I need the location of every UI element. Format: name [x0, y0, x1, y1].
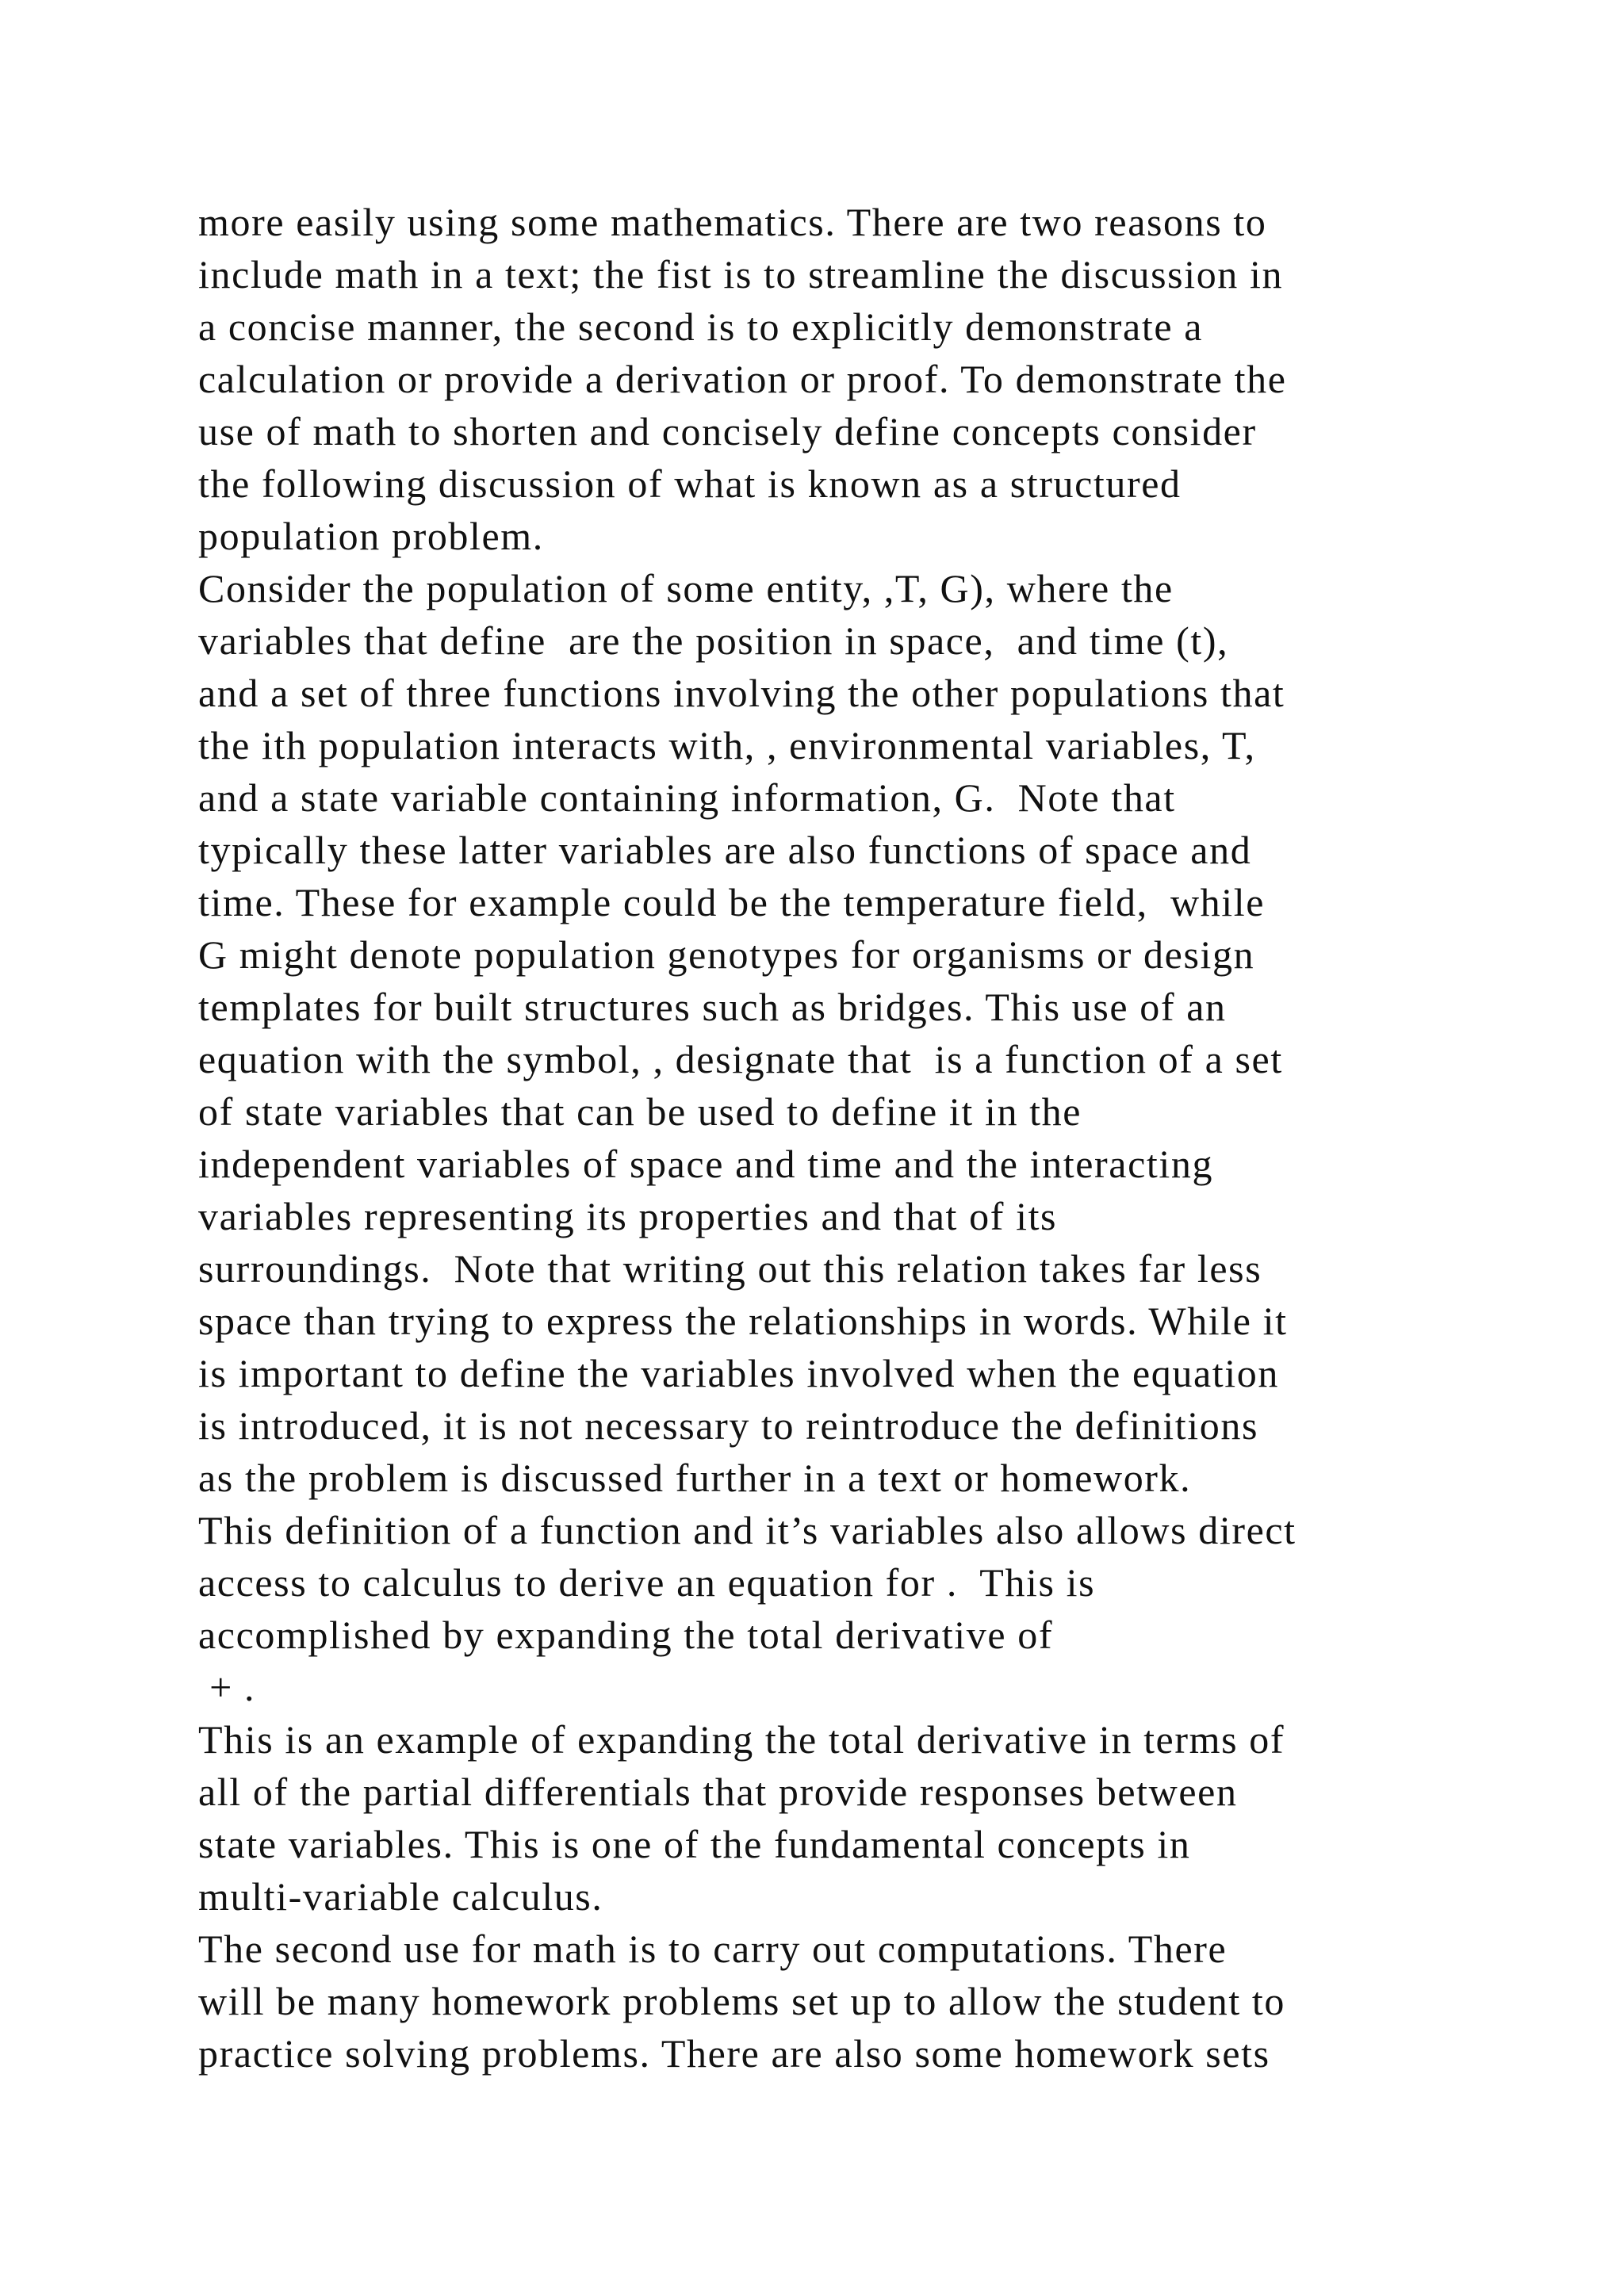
text-line: all of the partial differentials that provide responses between: [198, 1770, 1238, 1814]
text-line: the ith population interacts with, , environmental variables, T,: [198, 723, 1256, 767]
text-line: space than trying to express the relationships in words. While it: [198, 1299, 1288, 1343]
text-line: will be many homework problems set up to allow the student to: [198, 1979, 1286, 2023]
text-line: and a state variable containing information, G. Note that: [198, 775, 1176, 820]
text-line: calculation or provide a derivation or proof. To demonstrate the: [198, 357, 1287, 401]
text-line: access to calculus to derive an equation for . This is: [198, 1560, 1096, 1605]
text-line: templates for built structures such as bridges. This use of an: [198, 985, 1227, 1029]
text-line: multi-variable calculus.: [198, 1874, 603, 1919]
text-line: state variables. This is one of the fundamental concepts in: [198, 1822, 1191, 1866]
text-line: This definition of a function and it’s variables also allows direct: [198, 1508, 1297, 1552]
text-line: practice solving problems. There are also some homework sets: [198, 2031, 1270, 2076]
text-line: and a set of three functions involving the other populations that: [198, 671, 1285, 715]
text-line: independent variables of space and time and the interacting: [198, 1142, 1214, 1186]
equation-line: + .: [198, 1665, 256, 1709]
text-line: use of math to shorten and concisely define concepts consider: [198, 409, 1257, 453]
text-line: surroundings. Note that writing out this relation takes far less: [198, 1246, 1262, 1291]
text-line: time. These for example could be the temperature field, while: [198, 880, 1266, 924]
text-line: as the problem is discussed further in a text or homework.: [198, 1456, 1192, 1500]
text-line: is important to define the variables involved when the equation: [198, 1351, 1279, 1395]
text-line: variables representing its properties and that of its: [198, 1194, 1058, 1238]
text-line: is introduced, it is not necessary to reintroduce the definitions: [198, 1403, 1259, 1448]
text-line: more easily using some mathematics. There are two reasons to: [198, 200, 1267, 244]
text-line: variables that define are the position in space, and time (t),: [198, 618, 1229, 663]
text-line: include math in a text; the fist is to streamline the discussion in: [198, 252, 1284, 297]
text-line: a concise manner, the second is to explicitly demonstrate a: [198, 304, 1204, 349]
text-line: typically these latter variables are also functions of space and: [198, 828, 1252, 872]
text-line: Consider the population of some entity, ,T, G), where the: [198, 566, 1174, 610]
text-line: G might denote population genotypes for organisms or design: [198, 932, 1255, 977]
text-line: This is an example of expanding the total derivative in terms of: [198, 1717, 1285, 1762]
text-line: equation with the symbol, , designate that is a function of a set: [198, 1037, 1283, 1081]
text-line: of state variables that can be used to define it in the: [198, 1089, 1082, 1134]
text-line: the following discussion of what is known as a structured: [198, 461, 1182, 506]
text-line: accomplished by expanding the total derivative of: [198, 1613, 1054, 1657]
text-line: The second use for math is to carry out computations. There: [198, 1927, 1228, 1971]
body-text: [198, 196, 1546, 2080]
text-line: population problem.: [198, 514, 544, 558]
